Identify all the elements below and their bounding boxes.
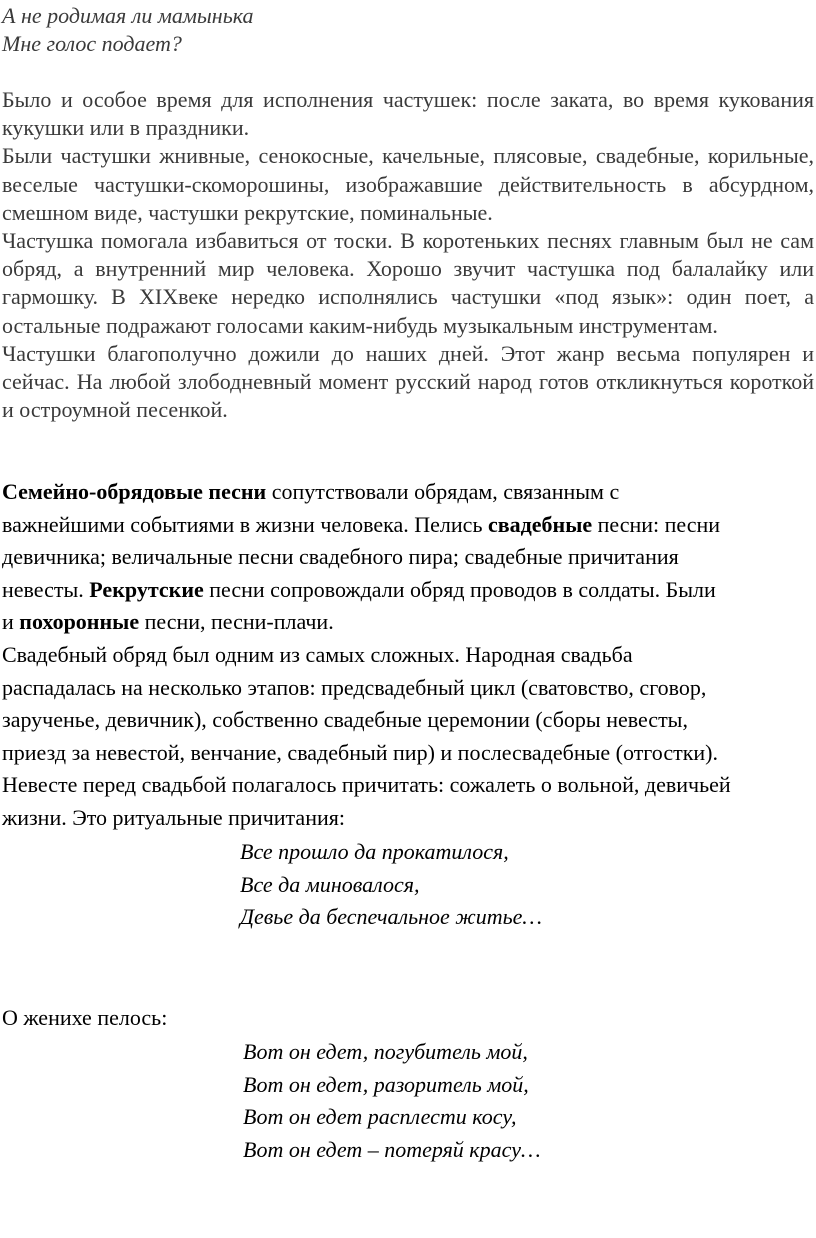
bold-term: Семейно-обрядовые песни [2,479,267,504]
groom-intro: О женихе пелось: [2,1005,168,1030]
verse-line: Вот он едет расплести косу, [243,1104,517,1129]
text-run: невесты. [2,576,90,602]
paragraph: Частушки благополучно дожили до наших дней. Этот жанр весьма популярен и сейчас. На любой злободневный момент русский народ готов откликнуться короткой и остроумной песенкой. [2,340,814,423]
verse-line: Вот он едет – потеряй красу… [243,1136,541,1162]
text-line: приезд за невестой, венчание, свадебный пир) и послесвадебные (отгостки). [2,739,718,765]
bold-term: похоронные [19,609,140,635]
text-run: песни сопровождали обряд проводов в солдаты. Были [203,576,716,602]
text-line: распадалась на несколько этапов: предсвадебный цикл (сватовство, сговор, [2,674,707,700]
text-run: песни, песни-плачи. [139,609,334,635]
bold-term: свадебные [487,511,593,537]
text-run: важнейшими событиями в жизни человека. Пелись [2,511,488,537]
top-poem [2,2,253,58]
text-line: зарученье, девичник), собственно свадебные церемонии (сборы невесты, [2,707,688,733]
text-run: и [2,609,20,635]
paragraph-family-songs [2,476,814,639]
paragraph-wedding-rite [2,639,814,835]
paragraph: Частушка помогала избавиться от тоски. В коротеньких песнях главным был не сам обряд, а внутренний мир человека. Хорошо звучит частушка под балалайку или гармошку. В XIXвеке нередко исполнялись частушки «под язык»: один поет, а остальные подражают голосами каким-нибудь музыкальным инструментам. [2,228,814,338]
text-line: жизни. Это ритуальные причитания: [2,804,345,830]
verse-lament [240,836,542,934]
chastushki-section [2,86,814,424]
text-line: Свадебный обряд был одним из самых сложных. Народная свадьба [2,641,633,667]
verse-line: Девье да беспечальное житье… [240,904,542,929]
poem-line: Мне голос подает? [2,31,182,56]
verse-line: Все прошло да прокатилося, [240,839,509,864]
text-run: песни: песни [592,511,721,537]
verse-line: Вот он едет, погубитель мой, [243,1039,528,1064]
text-run: сопутствовали обрядам, связанным с [266,479,620,504]
paragraph: Были частушки жнивные, сенокосные, качельные, плясовые, свадебные, корильные, веселые частушки-скоморошины, изображавшие действительность в абсурдном, смешном виде, частушки рекрутские, поминальные. [2,143,814,225]
verse-line: Все да миновалося, [240,871,420,897]
paragraph: Было и особое время для исполнения частушек: после заката, во время кукования кукушки или в праздники. [2,87,814,141]
text-line: Невесте перед свадьбой полагалось причитать: сожалеть о вольной, девичьей [2,772,731,798]
verse-groom [243,1036,541,1166]
ritual-songs-section [2,476,814,835]
poem-line: А не родимая ли мамынька [2,3,254,28]
text-run: девичника; величальные песни свадебного пира; свадебные причитания [2,544,679,570]
verse-line: Вот он едет, разоритель мой, [243,1071,529,1097]
bold-term: Рекрутские [89,576,204,602]
